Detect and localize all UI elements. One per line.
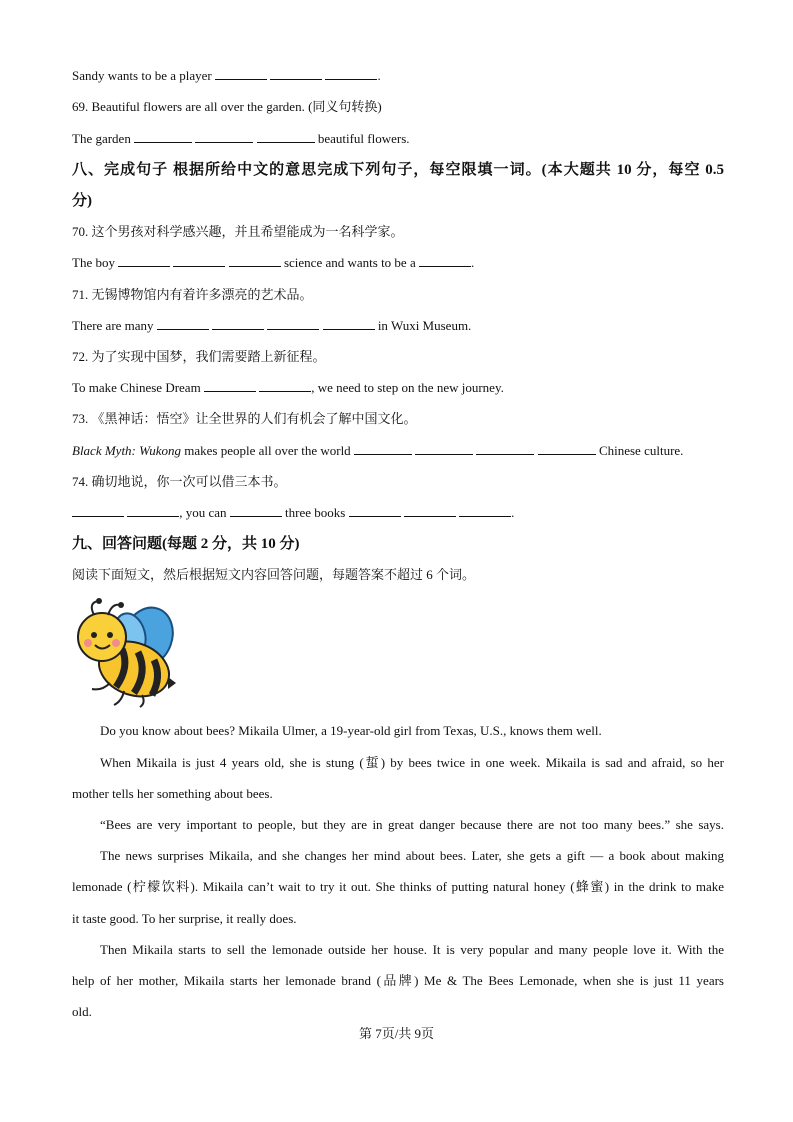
answer-blank[interactable] [323, 317, 375, 330]
answer-blank[interactable] [259, 379, 311, 392]
q70-line: The boy science and wants to be a . [72, 255, 475, 270]
passage-paragraph-cont: help of her mother, Mikaila starts her lemonade brand (品牌) Me & The Bees Lemonade, when she is just 11 years [72, 973, 724, 988]
answer-blank[interactable] [230, 504, 282, 517]
answer-blank[interactable] [134, 130, 192, 143]
answer-blank[interactable] [459, 504, 511, 517]
passage-paragraph-cont: old. [72, 1004, 92, 1019]
answer-blank[interactable] [215, 67, 267, 80]
q72-chinese: 72. 为了实现中国梦，我们需要踏上新征程。 [72, 349, 326, 364]
answer-blank[interactable] [354, 442, 412, 455]
q72-line: To make Chinese Dream , we need to step on the new journey. [72, 380, 504, 395]
q71-line: There are many in Wuxi Museum. [72, 318, 472, 333]
q68-text: Sandy wants to be a player [72, 68, 212, 83]
bee-illustration [70, 597, 178, 709]
passage-paragraph: Do you know about bees? Mikaila Ulmer, a 19-year-old girl from Texas, U.S., knows them well. [100, 723, 602, 738]
answer-blank[interactable] [419, 254, 471, 267]
page-footer: 第 7页/共 9页 [358, 1026, 435, 1041]
answer-blank[interactable] [173, 254, 225, 267]
answer-blank[interactable] [267, 317, 319, 330]
q69-prompt: 69. Beautiful flowers are all over the garden. (同义句转换) [72, 99, 382, 114]
passage-paragraph: The news surprises Mikaila, and she changes her mind about bees. Later, she gets a gift — a book about making [100, 848, 724, 863]
answer-blank[interactable] [415, 442, 473, 455]
q71-chinese: 71. 无锡博物馆内有着许多漂亮的艺术品。 [72, 287, 313, 302]
section-8-heading: 八、完成句子 根据所给中文的意思完成下列句子，每空限填一词。(本大题共 10 分，每空 0.5 [72, 162, 724, 178]
answer-blank[interactable] [229, 254, 281, 267]
q73-chinese: 73. 《黑神话：悟空》让全世界的人们有机会了解中国文化。 [72, 411, 417, 426]
answer-blank[interactable] [257, 130, 315, 143]
book-title: Black Myth: Wukong [72, 443, 182, 458]
answer-blank[interactable] [195, 130, 253, 143]
section-9-instruction: 阅读下面短文，然后根据短文内容回答问题，每题答案不超过 6 个词。 [72, 567, 476, 582]
passage-paragraph: “Bees are very important to people, but they are in great danger because there are not too many bees.” she says. [100, 817, 724, 832]
answer-blank[interactable] [349, 504, 401, 517]
q70-chinese: 70. 这个男孩对科学感兴趣，并且希望能成为一名科学家。 [72, 224, 404, 239]
answer-blank[interactable] [270, 67, 322, 80]
answer-blank[interactable] [404, 504, 456, 517]
section-8-heading-cont: 分) [72, 193, 92, 209]
q68-line: Sandy wants to be a player . [72, 68, 381, 83]
answer-blank[interactable] [212, 317, 264, 330]
passage-paragraph-cont: lemonade (柠檬饮料). Mikaila can’t wait to try it out. She thinks of putting natural honey (蜂蜜) in the drink to make [72, 879, 724, 894]
answer-blank[interactable] [476, 442, 534, 455]
q74-line: , you can three books . [72, 504, 724, 522]
passage-paragraph-cont: mother tells her something about bees. [72, 786, 273, 801]
answer-blank[interactable] [204, 379, 256, 392]
answer-blank[interactable] [118, 254, 170, 267]
answer-blank[interactable] [72, 504, 124, 517]
section-9-heading: 九、回答问题(每题 2 分，共 10 分) [72, 536, 300, 552]
passage-paragraph: When Mikaila is just 4 years old, she is stung (蜇) by bees twice in one week. Mikaila is sad and afraid, so her [100, 755, 724, 770]
q74-chinese: 74. 确切地说，你一次可以借三本书。 [72, 474, 287, 489]
answer-blank[interactable] [127, 504, 179, 517]
answer-blank[interactable] [157, 317, 209, 330]
passage-paragraph-cont: it taste good. To her surprise, it really does. [72, 911, 297, 926]
q73-line: Black Myth: Wukong makes people all over the world Chinese culture. [72, 443, 684, 458]
answer-blank[interactable] [538, 442, 596, 455]
q69-line: The garden beautiful flowers. [72, 131, 410, 146]
answer-blank[interactable] [325, 67, 377, 80]
passage-paragraph: Then Mikaila starts to sell the lemonade outside her house. It is very popular and many people love it. With the [100, 942, 724, 957]
